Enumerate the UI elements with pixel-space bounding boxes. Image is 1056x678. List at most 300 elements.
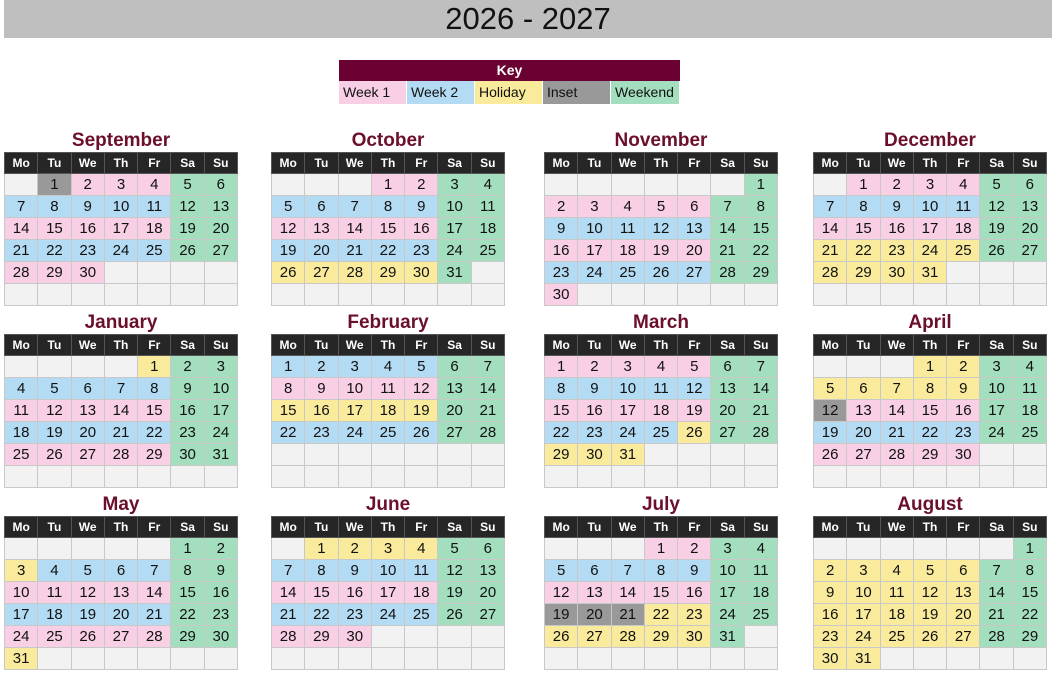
day-cell: 28	[711, 262, 744, 284]
day-cell: 9	[305, 378, 338, 400]
month-december	[813, 130, 1047, 306]
weekday-label: Su	[1013, 517, 1046, 538]
empty-cell	[545, 174, 578, 196]
month-grid	[4, 152, 238, 306]
day-cell: 18	[880, 604, 913, 626]
day-cell: 9	[678, 560, 711, 582]
weekday-label: Sa	[438, 517, 471, 538]
day-cell: 11	[471, 196, 504, 218]
empty-cell	[104, 648, 137, 670]
weekday-label: Fr	[405, 153, 438, 174]
day-cell: 28	[272, 626, 305, 648]
day-cell: 29	[1013, 626, 1046, 648]
day-cell: 6	[104, 560, 137, 582]
week-row	[545, 604, 778, 626]
weekday-header	[545, 335, 778, 356]
week-row	[272, 356, 505, 378]
day-cell: 19	[678, 400, 711, 422]
weekday-label: Fr	[678, 517, 711, 538]
empty-cell	[405, 444, 438, 466]
day-cell: 25	[405, 604, 438, 626]
day-cell: 6	[71, 378, 104, 400]
week-row	[545, 560, 778, 582]
day-cell: 12	[814, 400, 847, 422]
day-cell: 19	[171, 218, 204, 240]
day-cell: 29	[171, 626, 204, 648]
empty-cell	[338, 466, 371, 488]
empty-cell	[913, 648, 946, 670]
weekday-label: Tu	[578, 153, 611, 174]
day-cell: 26	[980, 240, 1013, 262]
week-row	[272, 444, 505, 466]
day-cell: 27	[305, 262, 338, 284]
day-cell: 14	[5, 218, 38, 240]
day-cell: 17	[338, 400, 371, 422]
day-cell: 20	[471, 582, 504, 604]
day-cell: 11	[371, 378, 404, 400]
empty-cell	[471, 466, 504, 488]
day-cell: 24	[578, 262, 611, 284]
day-cell: 25	[880, 626, 913, 648]
week-row	[545, 444, 778, 466]
day-cell: 21	[272, 604, 305, 626]
weekday-label: Tu	[38, 517, 71, 538]
week-row	[545, 400, 778, 422]
day-cell: 11	[744, 560, 777, 582]
weekday-label: Sa	[438, 153, 471, 174]
day-cell: 27	[71, 444, 104, 466]
week-row	[272, 582, 505, 604]
month-grid	[813, 334, 1047, 488]
day-cell: 14	[104, 400, 137, 422]
day-cell: 23	[405, 240, 438, 262]
empty-cell	[913, 538, 946, 560]
day-cell: 2	[814, 560, 847, 582]
legend-inset: Inset	[543, 81, 611, 104]
month-november	[544, 130, 778, 306]
week-row	[272, 466, 505, 488]
day-cell: 19	[644, 240, 677, 262]
day-cell: 17	[980, 400, 1013, 422]
day-cell: 17	[5, 604, 38, 626]
day-cell: 20	[711, 400, 744, 422]
day-cell: 3	[5, 560, 38, 582]
day-cell: 10	[104, 196, 137, 218]
week-row	[545, 262, 778, 284]
day-cell: 22	[913, 422, 946, 444]
week-row	[814, 174, 1047, 196]
week-row	[814, 648, 1047, 670]
day-cell: 17	[847, 604, 880, 626]
day-cell: 15	[847, 218, 880, 240]
day-cell: 14	[272, 582, 305, 604]
empty-cell	[947, 648, 980, 670]
empty-cell	[545, 466, 578, 488]
day-cell: 23	[947, 422, 980, 444]
day-cell: 4	[38, 560, 71, 582]
legend-key	[339, 60, 680, 104]
day-cell: 6	[578, 560, 611, 582]
day-cell: 30	[880, 262, 913, 284]
day-cell: 7	[711, 196, 744, 218]
empty-cell	[5, 174, 38, 196]
empty-cell	[578, 466, 611, 488]
empty-cell	[71, 356, 104, 378]
day-cell: 7	[138, 560, 171, 582]
weekday-label: Th	[644, 153, 677, 174]
day-cell: 18	[371, 400, 404, 422]
day-cell: 9	[545, 218, 578, 240]
day-cell: 2	[678, 538, 711, 560]
empty-cell	[38, 538, 71, 560]
month-grid	[544, 516, 778, 670]
day-cell: 24	[338, 422, 371, 444]
weekday-header	[5, 335, 238, 356]
day-cell: 14	[814, 218, 847, 240]
weekday-label: Tu	[38, 335, 71, 356]
empty-cell	[471, 626, 504, 648]
day-cell: 17	[711, 582, 744, 604]
empty-cell	[644, 466, 677, 488]
week-row	[272, 422, 505, 444]
day-cell: 21	[744, 400, 777, 422]
week-row	[814, 284, 1047, 306]
weekday-label: Su	[744, 153, 777, 174]
day-cell: 29	[371, 262, 404, 284]
day-cell: 13	[947, 582, 980, 604]
day-cell: 5	[272, 196, 305, 218]
week-row	[814, 356, 1047, 378]
empty-cell	[171, 262, 204, 284]
day-cell: 21	[138, 604, 171, 626]
empty-cell	[711, 466, 744, 488]
weekday-label: Th	[913, 153, 946, 174]
weekday-label: We	[611, 335, 644, 356]
empty-cell	[138, 262, 171, 284]
empty-cell	[611, 648, 644, 670]
day-cell: 21	[980, 604, 1013, 626]
day-cell: 18	[138, 218, 171, 240]
day-cell: 22	[644, 604, 677, 626]
day-cell: 19	[272, 240, 305, 262]
day-cell: 12	[171, 196, 204, 218]
weekday-label: Fr	[138, 153, 171, 174]
day-cell: 18	[611, 240, 644, 262]
day-cell: 19	[38, 422, 71, 444]
day-cell: 20	[947, 604, 980, 626]
day-cell: 17	[578, 240, 611, 262]
empty-cell	[678, 174, 711, 196]
empty-cell	[744, 284, 777, 306]
day-cell: 7	[611, 560, 644, 582]
empty-cell	[104, 466, 137, 488]
day-cell: 7	[980, 560, 1013, 582]
empty-cell	[814, 466, 847, 488]
month-grid	[271, 334, 505, 488]
month-february	[271, 312, 505, 488]
week-row	[814, 218, 1047, 240]
weekday-label: Th	[913, 517, 946, 538]
day-cell: 23	[204, 604, 237, 626]
weekday-header	[5, 517, 238, 538]
day-cell: 12	[71, 582, 104, 604]
week-row	[814, 262, 1047, 284]
empty-cell	[138, 538, 171, 560]
day-cell: 5	[814, 378, 847, 400]
day-cell: 6	[678, 196, 711, 218]
weekday-label: Sa	[171, 335, 204, 356]
day-cell: 1	[644, 538, 677, 560]
empty-cell	[545, 648, 578, 670]
day-cell: 14	[980, 582, 1013, 604]
week-row	[545, 284, 778, 306]
day-cell: 2	[405, 174, 438, 196]
day-cell: 4	[1013, 356, 1046, 378]
day-cell: 3	[711, 538, 744, 560]
day-cell: 13	[578, 582, 611, 604]
week-row	[545, 422, 778, 444]
empty-cell	[138, 466, 171, 488]
empty-cell	[272, 648, 305, 670]
day-cell: 27	[847, 444, 880, 466]
day-cell: 5	[980, 174, 1013, 196]
day-cell: 10	[204, 378, 237, 400]
weekday-label: Sa	[171, 153, 204, 174]
empty-cell	[847, 466, 880, 488]
day-cell: 6	[204, 174, 237, 196]
day-cell: 29	[644, 626, 677, 648]
week-row	[814, 400, 1047, 422]
day-cell: 29	[138, 444, 171, 466]
weekday-header	[272, 335, 505, 356]
empty-cell	[947, 538, 980, 560]
weekday-label: Mo	[5, 335, 38, 356]
empty-cell	[405, 648, 438, 670]
weekday-label: We	[880, 517, 913, 538]
day-cell: 31	[204, 444, 237, 466]
day-cell: 26	[71, 626, 104, 648]
day-cell: 2	[171, 356, 204, 378]
month-september	[4, 130, 238, 306]
day-cell: 3	[913, 174, 946, 196]
week-row	[814, 560, 1047, 582]
day-cell: 7	[814, 196, 847, 218]
day-cell: 27	[711, 422, 744, 444]
week-row	[814, 378, 1047, 400]
day-cell: 9	[880, 196, 913, 218]
empty-cell	[847, 356, 880, 378]
weekday-header	[272, 153, 505, 174]
week-row	[5, 196, 238, 218]
day-cell: 17	[104, 218, 137, 240]
day-cell: 13	[678, 218, 711, 240]
week-row	[5, 262, 238, 284]
empty-cell	[814, 356, 847, 378]
week-row	[272, 262, 505, 284]
day-cell: 26	[545, 626, 578, 648]
day-cell: 20	[305, 240, 338, 262]
day-cell: 22	[272, 422, 305, 444]
day-cell: 13	[471, 560, 504, 582]
day-cell: 11	[644, 378, 677, 400]
week-row	[814, 444, 1047, 466]
day-cell: 25	[744, 604, 777, 626]
empty-cell	[678, 444, 711, 466]
empty-cell	[1013, 648, 1046, 670]
day-cell: 2	[204, 538, 237, 560]
day-cell: 23	[71, 240, 104, 262]
day-cell: 1	[371, 174, 404, 196]
weekday-label: Th	[371, 517, 404, 538]
day-cell: 23	[678, 604, 711, 626]
empty-cell	[711, 284, 744, 306]
weekday-label: Mo	[545, 153, 578, 174]
empty-cell	[438, 626, 471, 648]
empty-cell	[204, 466, 237, 488]
day-cell: 9	[814, 582, 847, 604]
week-row	[272, 400, 505, 422]
day-cell: 30	[204, 626, 237, 648]
day-cell: 12	[678, 378, 711, 400]
week-row	[545, 626, 778, 648]
weekday-label: Sa	[711, 517, 744, 538]
day-cell: 3	[847, 560, 880, 582]
weekday-label: We	[338, 335, 371, 356]
day-cell: 24	[104, 240, 137, 262]
day-cell: 7	[471, 356, 504, 378]
day-cell: 22	[371, 240, 404, 262]
day-cell: 2	[578, 356, 611, 378]
weekday-label: Tu	[847, 335, 880, 356]
day-cell: 28	[744, 422, 777, 444]
empty-cell	[38, 356, 71, 378]
weekday-label: Mo	[814, 517, 847, 538]
month-name: January	[84, 312, 158, 333]
day-cell: 24	[204, 422, 237, 444]
weekday-header	[814, 335, 1047, 356]
day-cell: 17	[204, 400, 237, 422]
empty-cell	[678, 284, 711, 306]
day-cell: 14	[338, 218, 371, 240]
day-cell: 16	[880, 218, 913, 240]
month-name: April	[908, 312, 952, 333]
day-cell: 29	[545, 444, 578, 466]
day-cell: 10	[438, 196, 471, 218]
empty-cell	[678, 648, 711, 670]
week-row	[545, 582, 778, 604]
day-cell: 2	[880, 174, 913, 196]
day-cell: 8	[38, 196, 71, 218]
day-cell: 22	[545, 422, 578, 444]
weekday-header	[814, 153, 1047, 174]
day-cell: 21	[5, 240, 38, 262]
day-cell: 3	[980, 356, 1013, 378]
weekday-label: Mo	[545, 335, 578, 356]
day-cell: 20	[438, 400, 471, 422]
day-cell: 24	[711, 604, 744, 626]
day-cell: 22	[138, 422, 171, 444]
weekday-label: Tu	[578, 517, 611, 538]
month-grid	[544, 152, 778, 306]
empty-cell	[171, 284, 204, 306]
day-cell: 29	[744, 262, 777, 284]
day-cell: 12	[438, 560, 471, 582]
weekday-label: Fr	[947, 517, 980, 538]
legend-title: Key	[339, 60, 680, 81]
day-cell: 1	[1013, 538, 1046, 560]
day-cell: 20	[1013, 218, 1046, 240]
day-cell: 11	[38, 582, 71, 604]
day-cell: 29	[913, 444, 946, 466]
day-cell: 10	[338, 378, 371, 400]
empty-cell	[204, 284, 237, 306]
day-cell: 11	[947, 196, 980, 218]
empty-cell	[471, 262, 504, 284]
empty-cell	[104, 284, 137, 306]
empty-cell	[880, 648, 913, 670]
day-cell: 1	[171, 538, 204, 560]
day-cell: 6	[847, 378, 880, 400]
day-cell: 16	[338, 582, 371, 604]
day-cell: 6	[438, 356, 471, 378]
legend-weekend: Weekend	[611, 81, 680, 104]
empty-cell	[272, 538, 305, 560]
day-cell: 24	[611, 422, 644, 444]
day-cell: 5	[913, 560, 946, 582]
weekday-label: We	[611, 517, 644, 538]
day-cell: 20	[104, 604, 137, 626]
weekday-label: Tu	[305, 153, 338, 174]
day-cell: 23	[305, 422, 338, 444]
week-row	[272, 560, 505, 582]
week-row	[545, 240, 778, 262]
weekday-label: Sa	[711, 153, 744, 174]
day-cell: 18	[38, 604, 71, 626]
day-cell: 16	[71, 218, 104, 240]
day-cell: 28	[814, 262, 847, 284]
empty-cell	[204, 262, 237, 284]
weekday-header	[5, 153, 238, 174]
day-cell: 19	[545, 604, 578, 626]
day-cell: 31	[438, 262, 471, 284]
day-cell: 26	[644, 262, 677, 284]
day-cell: 30	[71, 262, 104, 284]
empty-cell	[71, 466, 104, 488]
month-name: December	[884, 130, 976, 151]
month-name: June	[365, 494, 411, 515]
week-row	[272, 538, 505, 560]
day-cell: 27	[438, 422, 471, 444]
month-april	[813, 312, 1047, 488]
empty-cell	[711, 648, 744, 670]
day-cell: 3	[204, 356, 237, 378]
week-row	[545, 378, 778, 400]
week-row	[5, 604, 238, 626]
day-cell: 19	[71, 604, 104, 626]
day-cell: 30	[545, 284, 578, 306]
empty-cell	[104, 356, 137, 378]
day-cell: 25	[38, 626, 71, 648]
day-cell: 22	[1013, 604, 1046, 626]
week-row	[814, 196, 1047, 218]
week-row	[814, 626, 1047, 648]
day-cell: 16	[545, 240, 578, 262]
weekday-label: Fr	[947, 153, 980, 174]
day-cell: 12	[38, 400, 71, 422]
day-cell: 15	[171, 582, 204, 604]
day-cell: 21	[104, 422, 137, 444]
weekday-label: Sa	[711, 335, 744, 356]
